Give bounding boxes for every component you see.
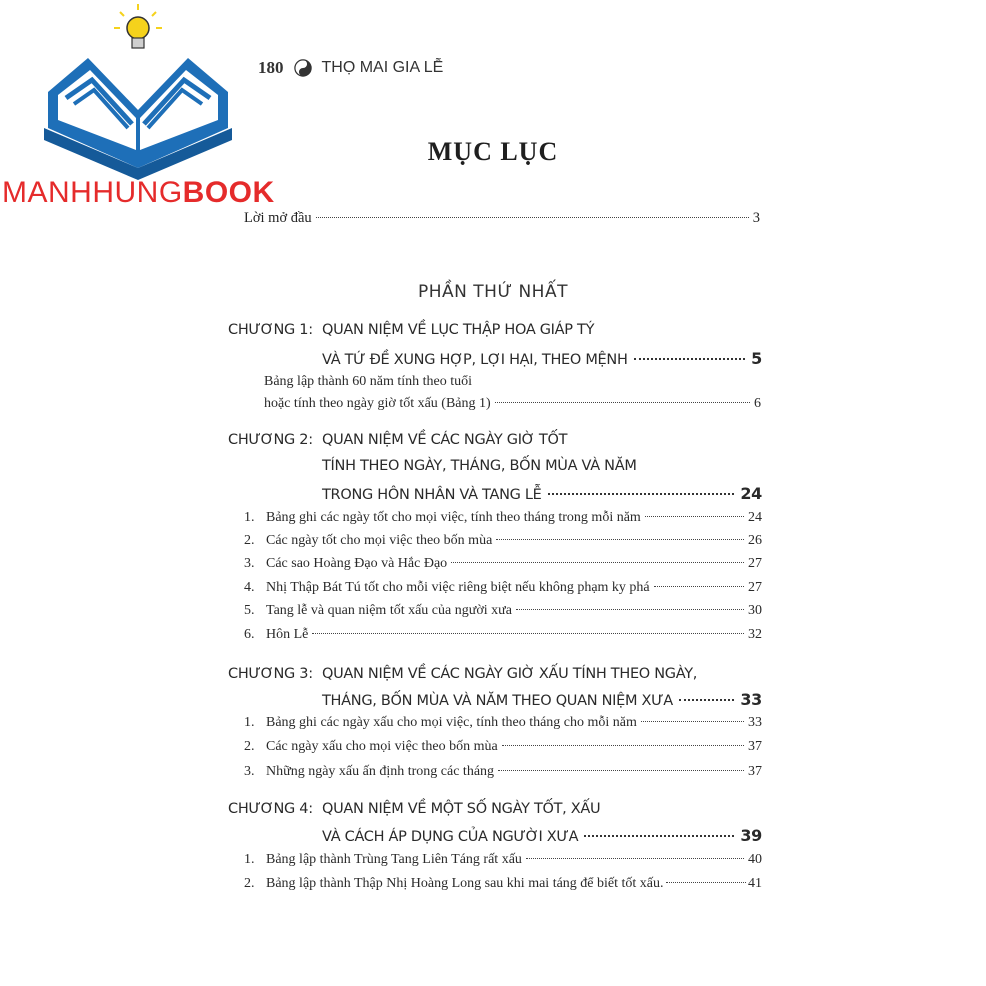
toc-entry-page: 3 xyxy=(752,210,760,226)
toc-item-page: 33 xyxy=(748,715,762,730)
toc-entry-label: Lời mở đầu xyxy=(244,210,312,226)
chapter-2-page: 24 xyxy=(740,484,762,503)
toc-item-page: 37 xyxy=(748,739,762,754)
toc-item-label: Nhị Thập Bát Tú tốt cho mỗi việc riêng biệt nếu không phạm ky phá xyxy=(266,580,650,595)
leader-dots xyxy=(634,358,746,360)
leader-dots xyxy=(654,586,744,587)
chapter-1-title-line-2: VÀ TỨ ĐỀ XUNG HỢP, LỢI HẠI, THEO MỆNH xyxy=(322,352,628,368)
leader-dots xyxy=(516,609,744,610)
toc-item-number: 2. xyxy=(244,876,255,891)
chapter-2-item-2[interactable] xyxy=(244,533,762,549)
toc-item-page: 27 xyxy=(748,556,762,571)
leader-dots xyxy=(312,633,744,634)
chapter-3-title-line-1: QUAN NIỆM VỀ CÁC NGÀY GIỜ XẤU TÍNH THEO NGÀY, xyxy=(322,666,698,682)
toc-item-label: Các ngày xấu cho mọi việc theo bốn mùa xyxy=(266,739,498,754)
chapter-1-label: CHƯƠNG 1: xyxy=(228,322,313,338)
light-bulb-icon xyxy=(114,4,162,48)
toc-item-number: 4. xyxy=(244,580,255,595)
chapter-2-title-line-2: TÍNH THEO NGÀY, THÁNG, BỐN MÙA VÀ NĂM xyxy=(322,458,637,474)
chapter-3-title-line-2: THÁNG, BỐN MÙA VÀ NĂM THEO QUAN NIỆM XƯA xyxy=(322,693,673,709)
toc-item-number: 1. xyxy=(244,852,255,867)
leader-dots xyxy=(451,562,744,563)
chapter-3-item-3[interactable] xyxy=(244,764,762,780)
chapter-3-entry[interactable] xyxy=(322,690,762,709)
toc-item-page: 40 xyxy=(748,852,762,867)
leader-dots xyxy=(495,402,750,403)
toc-entry-intro[interactable] xyxy=(244,210,760,227)
chapter-1-title-line-1: QUAN NIỆM VỀ LỤC THẬP HOA GIÁP TÝ xyxy=(322,322,595,338)
toc-item-page: 30 xyxy=(748,603,762,618)
toc-item-label: Tang lễ và quan niệm tốt xấu của người xưa xyxy=(266,603,512,618)
toc-item-label: Các sao Hoàng Đạo và Hắc Đạo xyxy=(266,556,448,571)
page-number: 180 xyxy=(258,58,284,77)
chapter-1-item-line-1: Bảng lập thành 60 năm tính theo tuổi xyxy=(264,374,473,389)
chapter-4-item-1[interactable] xyxy=(244,852,762,868)
brand-wordmark xyxy=(2,176,275,210)
leader-dots xyxy=(526,858,744,859)
chapter-4-item-2[interactable] xyxy=(244,876,762,892)
toc-item-label: Bảng ghi các ngày xấu cho mọi việc, tính theo tháng cho mỗi năm xyxy=(266,715,637,730)
leader-dots xyxy=(645,516,744,517)
toc-item-label: Bảng lập thành Thập Nhị Hoàng Long sau khi mai táng để biết tốt xấu. xyxy=(266,876,664,891)
part-title: PHẦN THỨ NHẤT xyxy=(418,282,568,302)
toc-item-number: 2. xyxy=(244,739,255,754)
running-header xyxy=(258,58,443,78)
chapter-2-title-line-3: TRONG HÔN NHÂN VÀ TANG LỄ xyxy=(322,487,542,503)
chapter-2-item-3[interactable] xyxy=(244,556,762,572)
chapter-2-item-6[interactable] xyxy=(244,627,762,643)
toc-item-page: 24 xyxy=(748,510,762,525)
toc-item-page: 6 xyxy=(754,396,761,411)
toc-item-number: 1. xyxy=(244,510,255,525)
chapter-2-item-1[interactable] xyxy=(244,510,762,526)
brand-name-part1: MANHHUNG xyxy=(2,176,183,209)
toc-item-label: Bảng lập thành Trùng Tang Liên Táng rất xấu xyxy=(266,852,522,867)
leader-dots xyxy=(679,699,734,701)
leader-dots xyxy=(502,745,744,746)
chapter-2-entry[interactable] xyxy=(322,484,762,503)
chapter-3-page: 33 xyxy=(740,690,762,709)
toc-item-number: 2. xyxy=(244,533,255,548)
chapter-3-item-2[interactable] xyxy=(244,739,762,755)
chapter-1-item-1[interactable] xyxy=(264,396,761,412)
chapter-4-entry[interactable] xyxy=(322,826,762,845)
page-title: MỤC LỤC xyxy=(427,137,559,166)
chapter-2-label: CHƯƠNG 2: xyxy=(228,432,313,448)
chapter-4-title-line-2: VÀ CÁCH ÁP DỤNG CỦA NGƯỜI XƯA xyxy=(322,829,579,845)
leader-dots xyxy=(496,539,744,540)
toc-item-page: 41 xyxy=(748,876,762,891)
chapter-3-item-1[interactable] xyxy=(244,715,762,731)
leader-dots xyxy=(498,770,744,771)
chapter-4-page: 39 xyxy=(740,826,762,845)
chapter-1-page: 5 xyxy=(751,349,762,368)
toc-item-label: Những ngày xấu ấn định trong các tháng xyxy=(266,764,495,779)
toc-item-page: 37 xyxy=(748,764,762,779)
toc-item-label: Hôn Lễ xyxy=(266,627,309,642)
yin-yang-icon xyxy=(294,59,312,77)
chapter-2-title-line-1: QUAN NIỆM VỀ CÁC NGÀY GIỜ TỐT xyxy=(322,432,568,448)
leader-dots xyxy=(641,721,744,722)
chapter-4-title-line-1: QUAN NIỆM VỀ MỘT SỐ NGÀY TỐT, XẤU xyxy=(322,801,601,817)
chapter-3-label: CHƯƠNG 3: xyxy=(228,666,313,682)
toc-item-label: Các ngày tốt cho mọi việc theo bốn mùa xyxy=(266,533,493,548)
leader-dots xyxy=(548,493,735,495)
leader-dots xyxy=(666,882,747,883)
toc-item-number: 5. xyxy=(244,603,255,618)
leader-dots xyxy=(316,217,749,218)
toc-item-number: 3. xyxy=(244,556,255,571)
toc-item-label: Bảng ghi các ngày tốt cho mọi việc, tính theo tháng trong mỗi năm xyxy=(266,510,641,525)
toc-item-number: 1. xyxy=(244,715,255,730)
toc-item-page: 27 xyxy=(748,580,762,595)
toc-item-page: 26 xyxy=(748,533,762,548)
chapter-4-label: CHƯƠNG 4: xyxy=(228,801,313,817)
toc-item-page: 32 xyxy=(748,627,762,642)
brand-name-part2: BOOK xyxy=(182,176,275,209)
toc-item-number: 6. xyxy=(244,627,255,642)
book-title: THỌ MAI GIA LỄ xyxy=(321,59,444,76)
chapter-1-entry[interactable] xyxy=(322,349,762,368)
brand-logo xyxy=(0,0,290,220)
leader-dots xyxy=(584,835,734,837)
toc-item-number: 3. xyxy=(244,764,255,779)
chapter-2-item-4[interactable] xyxy=(244,580,762,596)
chapter-1-item-line-2: hoặc tính theo ngày giờ tốt xấu (Bảng 1) xyxy=(264,396,491,411)
chapter-2-item-5[interactable] xyxy=(244,603,762,619)
